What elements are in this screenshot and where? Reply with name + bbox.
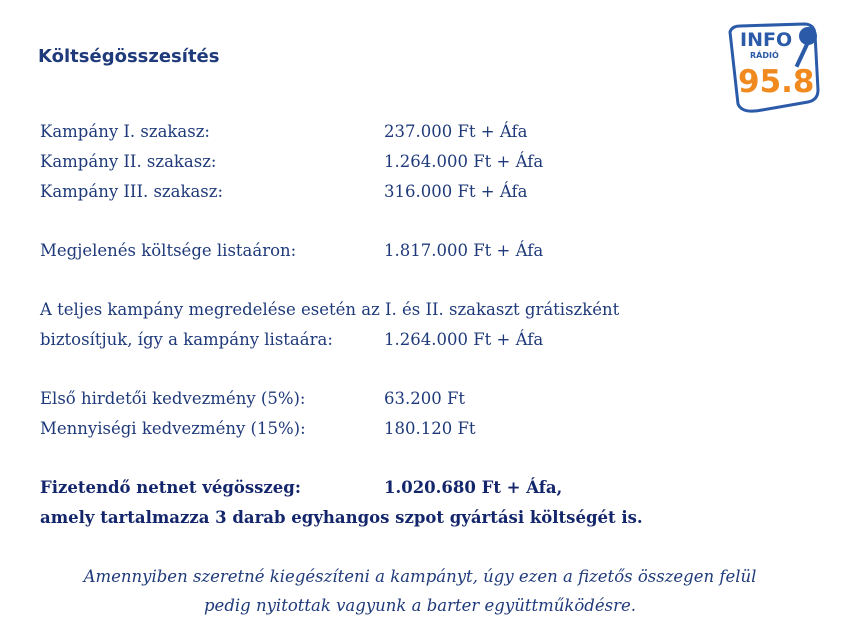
- page-title: Költségösszesítés: [38, 46, 220, 67]
- total-label: Fizetendő netnet végösszeg:: [40, 478, 301, 497]
- discount-row-2: [40, 414, 820, 444]
- logo-bottom-text: 95.8: [738, 64, 815, 100]
- row-value: 237.000 Ft + Áfa: [384, 122, 528, 141]
- row-value: 1.817.000 Ft + Áfa: [384, 241, 544, 260]
- logo-middle-text: RÁDIÓ: [750, 51, 779, 60]
- row-label: Első hirdetői kedvezmény (5%):: [40, 389, 306, 408]
- logo-top-text: INFO: [740, 29, 793, 51]
- row-label: Kampány II. szakasz:: [40, 152, 217, 171]
- row-label: Mennyiségi kedvezmény (15%):: [40, 419, 306, 438]
- row-value: 180.120 Ft: [384, 419, 476, 438]
- row-label: Megjelenés költsége listaáron:: [40, 241, 297, 260]
- row-label: Kampány I. szakasz:: [40, 122, 210, 141]
- total-value: 1.020.680 Ft + Áfa,: [384, 478, 563, 497]
- row-value: 1.264.000 Ft + Áfa: [384, 330, 544, 349]
- footer-note: [30, 562, 810, 620]
- info-radio-logo: [722, 20, 822, 116]
- total-row: [40, 473, 820, 503]
- footer-line-2: pedig nyitottak vagyunk a barter együttműködésre.: [204, 596, 636, 615]
- row-value: 1.264.000 Ft + Áfa: [384, 152, 544, 171]
- list-price-row: [40, 236, 820, 266]
- campaign-row-2: [40, 147, 820, 177]
- row-value: 316.000 Ft + Áfa: [384, 182, 528, 201]
- row-label: Kampány III. szakasz:: [40, 182, 223, 201]
- row-label: A teljes kampány megredelése esetén az I. és II. szakaszt grátiszként: [40, 300, 620, 319]
- cost-summary: [40, 117, 820, 533]
- discount-row-1: [40, 384, 820, 414]
- footer-line-1: Amennyiben szeretné kiegészíteni a kampányt, úgy ezen a fizetős összegen felül: [83, 567, 757, 586]
- row-value: 63.200 Ft: [384, 389, 466, 408]
- campaign-row-1: [40, 117, 820, 147]
- campaign-row-3: [40, 177, 820, 207]
- full-order-row: [40, 325, 820, 355]
- full-order-line: [40, 295, 820, 325]
- row-label: biztosítjuk, így a kampány listaára:: [40, 330, 333, 349]
- total-note-row: [40, 503, 820, 533]
- total-note: amely tartalmazza 3 darab egyhangos szpot gyártási költségét is.: [40, 508, 643, 527]
